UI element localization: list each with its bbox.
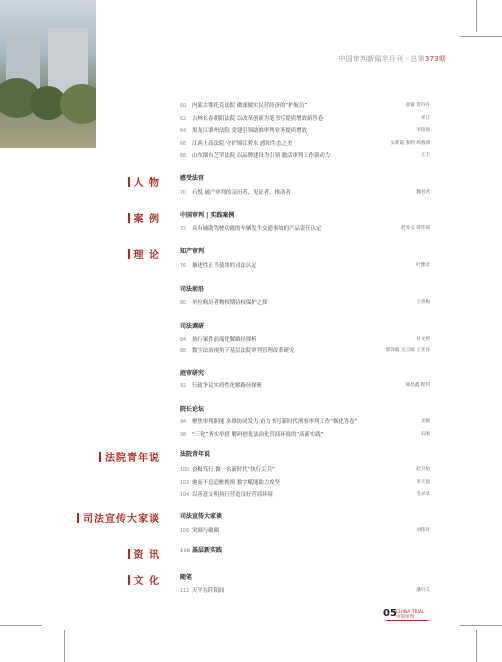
toc-page-number: 88 [180,349,187,354]
crop-mark [0,625,42,626]
toc-page-number: 104 [180,493,190,498]
section-label [99,449,160,464]
section-label-text: 资 讯 [133,550,160,561]
toc-page-number: 112 [180,589,190,594]
crop-mark [460,625,502,626]
toc-entry [180,586,430,596]
section-label [128,572,160,587]
toc-entry [180,335,430,345]
toc-author: 叶雅奇 [416,263,430,268]
subsection-heading: 司法调研 [180,323,205,330]
toc-page-number: 102 [180,481,190,486]
toc-title: 聚焦审判职能 多维协同发力 奋力书写新时代刑事审判工作“枫化答卷” [192,419,358,425]
toc-title: 吉林长春朝阳法院 以改革创新为笔书写提质增效新答卷 [192,116,324,122]
section-label-text: 人 物 [133,178,160,189]
toc-page-number: 76 [180,264,187,269]
toc-entry [180,126,430,136]
toc-title: 奋楫笃行 做一名新时代“执行尖兵” [192,467,275,473]
section-label [128,210,160,225]
toc-title: 天平在阡陌间 [192,588,225,594]
crop-mark [476,0,477,32]
toc-author: 翟蕾 贺丹丹 [405,103,430,108]
toc-title: “三化”务实举措 解码创优法治化营商环境的“高新实践” [192,432,324,438]
toc-entry [180,465,430,475]
toc-page-number: 62 [180,117,187,122]
page-number: 05 [383,608,397,619]
cover-photo [0,0,96,148]
section-label-text: 案 例 [133,214,160,225]
toc-entry [180,139,430,149]
toc-author: 毛录录 [416,492,430,497]
toc-author: 魏君君 [416,190,430,195]
toc-title: 突围与破圈 [192,528,219,534]
toc-author: 王丰 [420,153,430,158]
toc-entry [180,188,430,198]
toc-title: 描述性正当使用的司法认定 [192,263,257,269]
toc-title: 石悦 破产审判的亲历者、见证者、推动者 [192,190,291,196]
toc-title: 山东烟台芝罘法院 以品牌建设为引领 激活审判工作新动力 [192,153,331,159]
toc-page-number: 106 [180,529,190,534]
toc-title: 江西上高法院 守护锦江碧水 感知生态之美 [192,141,293,147]
toc-author: 李铭扬 [416,128,430,133]
toc-title: 单位购房者物权期待权保护之探 [192,300,268,306]
running-header: 中国审判新闻半月刊 · 总第373期 [338,55,446,63]
toc-page-number: 92 [180,384,187,389]
toc-entry [180,430,430,440]
toc-title: 驰而不息追赃挽损 数字赋能助力攻坚 [192,480,280,486]
section-label [128,546,160,561]
toc-page-number: 72 [180,227,187,232]
toc-page-number: 70 [180,191,187,196]
toc-page-number: 100 [180,468,190,473]
subsection-heading: 法院青年说 [180,451,211,458]
section-marker [128,177,130,187]
toc-author: 赵卫拍 [416,467,430,472]
crop-mark [476,630,477,662]
toc-page-number: 80 [180,301,187,306]
toc-page-number: 66 [180,142,187,147]
toc-title: 执行案件前端化解路径探析 [192,337,257,343]
section-label [77,510,160,525]
toc-title: 以善意文明执行营造良好营商环境 [192,492,273,498]
subsection-heading: 中国审判 | 实践案例 [180,212,235,219]
section-label-text: 理 论 [133,250,160,261]
toc-page-number: 84 [180,338,187,343]
section-marker [128,575,130,585]
toc-author: 付文婷 [416,337,430,342]
toc-page-number: 94 [180,420,187,425]
section-label [128,246,160,261]
footer-brand: CHINA TRIAL 中国审判 [396,610,425,620]
toc-entry [180,381,430,391]
toc-entry [180,298,430,308]
section-label-text: 文 化 [133,576,160,587]
toc-title: 行政争议实质性化解路径探析 [192,383,263,389]
section-label [128,174,160,189]
toc-page-number: 110 [180,548,191,554]
toc-author: 王青梅 [416,300,430,305]
toc-page-number: 64 [180,129,187,134]
subsection-heading: 随笔 [180,574,193,581]
toc-entry [180,224,430,234]
section-label-text: 法院青年说 [105,453,160,464]
section-label-text: 司法宣传大家谈 [83,514,160,525]
toc-page-number: 68 [180,154,187,159]
subsection-heading-text: 基层新实践 [192,547,223,554]
toc-author: 郭泽毅 吴云嫣 王亚泽 [385,348,430,353]
toc-author: 赵乔义 韩华荷 [400,226,430,231]
toc-entry [180,526,430,536]
crop-mark [64,630,65,662]
toc-author: 韩昌鑫 程邦 [405,383,430,388]
toc-entry [180,261,430,271]
subsection-heading: 知产审判 [180,248,205,255]
toc-entry [180,490,430,500]
toc-title: 内蒙古鄂托克法院 做深做实民营经济的“护航员” [192,103,308,109]
subsection-heading: 感受法官 [180,175,205,182]
crop-mark [460,36,502,37]
toc-entry [180,101,430,111]
subsection-heading: 司法前沿 [180,286,205,293]
footer-rule [386,620,428,621]
toc-title: 数字法治视角下基层法院审判管理改革研究 [192,348,295,354]
subsection-heading: 司法宣传大家谈 [180,513,223,520]
subsection-heading [180,545,222,556]
toc-page-number: 98 [180,433,187,438]
section-marker [128,213,130,223]
toc-entry [180,478,430,488]
section-marker [128,249,130,259]
toc-author: 刘伟亮 [416,528,430,533]
toc-entry [180,151,430,161]
toc-page-number: 60 [180,104,187,109]
toc-entry [180,548,192,554]
toc-author: 吴莉霞 张明 周燕洲 [390,141,430,146]
toc-author: 潘贝义 [416,588,430,593]
section-marker [77,513,79,523]
subsection-heading: 院长论坛 [180,406,205,413]
toc-author: 石刚 [420,432,430,437]
subsection-heading: 庭审研究 [180,370,205,377]
section-marker [99,452,101,462]
toc-author: 龙敏 [420,419,430,424]
toc-title: 具有辅助驾驶功能的车辆发生交通事故的产品责任认定 [192,226,322,232]
section-marker [128,549,130,559]
toc-title: 黑龙江肇州法院 党建引领助推审判业务提质增效 [192,128,307,134]
toc-entry [180,114,430,124]
toc-entry [180,417,430,427]
toc-author: 李江 [420,116,430,121]
toc-author: 李天骑 [416,480,430,485]
toc-entry [180,346,430,356]
